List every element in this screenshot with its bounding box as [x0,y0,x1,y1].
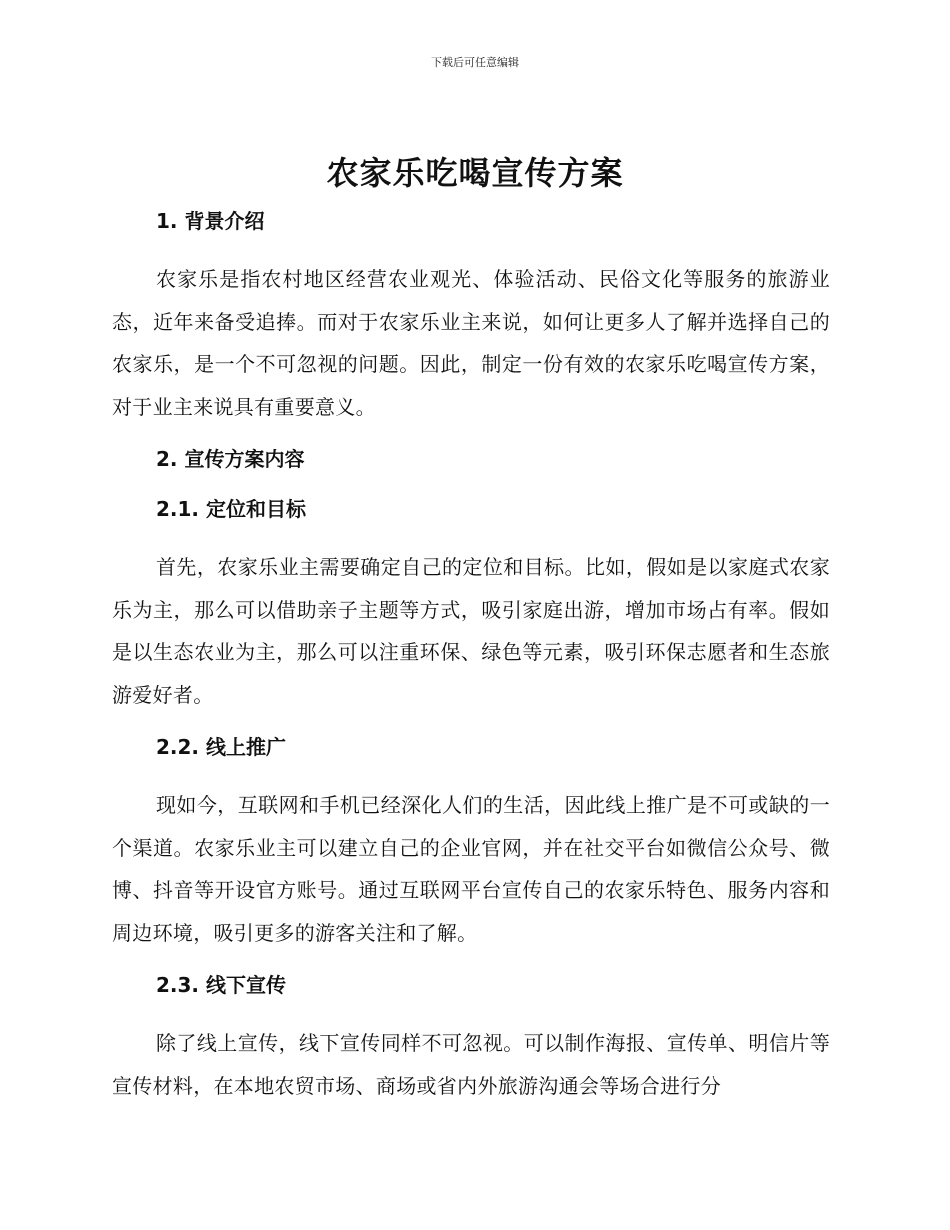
document-title: 农家乐吃喝宣传方案 [326,154,624,192]
section-heading-online: 2.2. 线上推广 [156,735,286,759]
section-paragraph-background: 农家乐是指农村地区经营农业观光、体验活动、民俗文化等服务的旅游业态，近年来备受追捧。而对于农家乐业主来说，如何让更多人了解并选择自己的农家乐，是一个不可忽视的问题。因此，制定一份有效的农家乐吃喝宣传方案，对于业主来说具有重要意义。 [112,267,830,419]
section-heading-background: 1. 背景介绍 [156,209,265,233]
section-paragraph-positioning: 首先，农家乐业主需要确定自己的定位和目标。比如，假如是以家庭式农家乐为主，那么可以借助亲子主题等方式，吸引家庭出游，增加市场占有率。假如是以生态农业为主，那么可以注重环保、绿色等元素，吸引环保志愿者和生态旅游爱好者。 [112,555,830,707]
section-heading-offline: 2.3. 线下宣传 [156,973,286,997]
section-paragraph-offline: 除了线上宣传，线下宣传同样不可忽视。可以制作海报、宣传单、明信片等宣传材料，在本地农贸市场、商场或省内外旅游沟通会等场合进行分 [112,1031,830,1098]
section-heading-plan-content: 2. 宣传方案内容 [156,447,305,471]
section-heading-positioning: 2.1. 定位和目标 [156,497,306,521]
header-note: 下载后可任意编辑 [431,56,519,69]
section-paragraph-online: 现如今，互联网和手机已经深化人们的生活，因此线上推广是不可或缺的一个渠道。农家乐业主可以建立自己的企业官网，并在社交平台如微信公众号、微博、抖音等开设官方账号。通过互联网平台宣传自己的农家乐特色、服务内容和周边环境，吸引更多的游客关注和了解。 [112,793,830,945]
document-body [112,200,830,1107]
